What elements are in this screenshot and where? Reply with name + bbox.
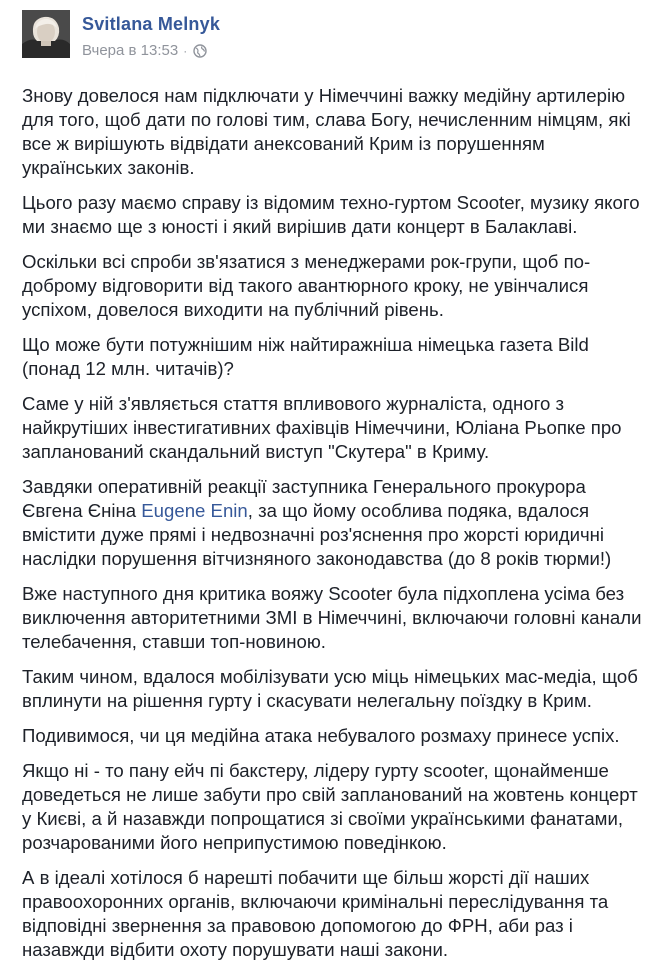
paragraph-9: Подивимося, чи ця медійна атака небувалого розмаху принесе успіх. [22, 725, 620, 746]
paragraph-4: Що може бути потужнішим ніж найтиражніша німецька газета Bild (понад 12 млн. читачів)? [22, 334, 589, 379]
mention-link[interactable]: Eugene Enin [141, 500, 248, 521]
paragraph-1: Знову довелося нам підключати у Німеччині важку медійну артилерію для того, щоб дати по голові тим, слава Богу, нечисленним німцям, які все ж вирішують відвідати анексований Крим із порушенням українських законів. [22, 85, 631, 178]
paragraph-7: Вже наступного дня критика вояжу Scooter була підхоплена усіма без виключення авторитетними ЗМІ в Німеччині, включаючи головні канали телебачення, ставши топ-новиною. [22, 583, 642, 652]
post-timestamp[interactable]: Вчера в 13:53 [82, 42, 179, 59]
paragraph-2: Цього разу маємо справу із відомим техно-гуртом Scooter, музику якого ми знаємо ще з юності і який вирішив дати концерт в Балаклаві. [22, 192, 640, 237]
paragraph-10: Якщо ні - то пану ейч пі бакстеру, лідеру гурту scooter, щонайменше доведеться не лише забути про свій запланований на жовтень концерт у Києві, а й назавжди попрощатися зі своїми українськими фанатами, розчарованими його неприпустимою поведінкою. [22, 760, 638, 853]
paragraph-6-after: , за що йому особлива подяка, вдалося вмістити дуже прямі і недвозначні роз'яснення про жорсті юридичні наслідки порушення вітчизняного законодавства (до 8 років тюрми!) [22, 500, 612, 569]
post-meta [82, 42, 207, 59]
paragraph-6-before: Завдяки оперативній реакції заступника Генерального прокурора Євгена Єніна [22, 476, 586, 521]
author-name[interactable]: Svitlana Melnyk [82, 14, 221, 34]
globe-icon[interactable] [193, 44, 207, 58]
post-body [22, 84, 648, 973]
avatar-photo [22, 10, 70, 58]
paragraph-6 [22, 475, 648, 571]
meta-separator: · [183, 43, 188, 58]
paragraph-8: Таким чином, вдалося мобілізувати усю міць німецьких мас-медіа, щоб вплинути на рішення гурту і скасувати нелегальну поїздку в Крим. [22, 666, 638, 711]
paragraph-5: Саме у ній з'являється стаття впливового журналіста, одного з найкрутіших інвестигативних фахівців Німеччини, Юліана Рьопке про запланований скандальний виступ "Скутера" в Криму. [22, 393, 622, 462]
paragraph-11: А в ідеалі хотілося б нарешті побачити ще більш жорсті дії наших правоохоронних органів, включаючи кримінальні переслідування та відповідні звернення за правовою допомогою до ФРН, аби раз і назавжди відбити охоту порушувати наші закони. [22, 867, 609, 960]
post-header [22, 10, 642, 64]
paragraph-3: Оскільки всі спроби зв'язатися з менеджерами рок-групи, щоб по-доброму відговорити від такого авантюрного кроку, не увінчалися успіхом, довелося виходити на публічний рівень. [22, 251, 591, 320]
avatar[interactable] [22, 10, 70, 58]
